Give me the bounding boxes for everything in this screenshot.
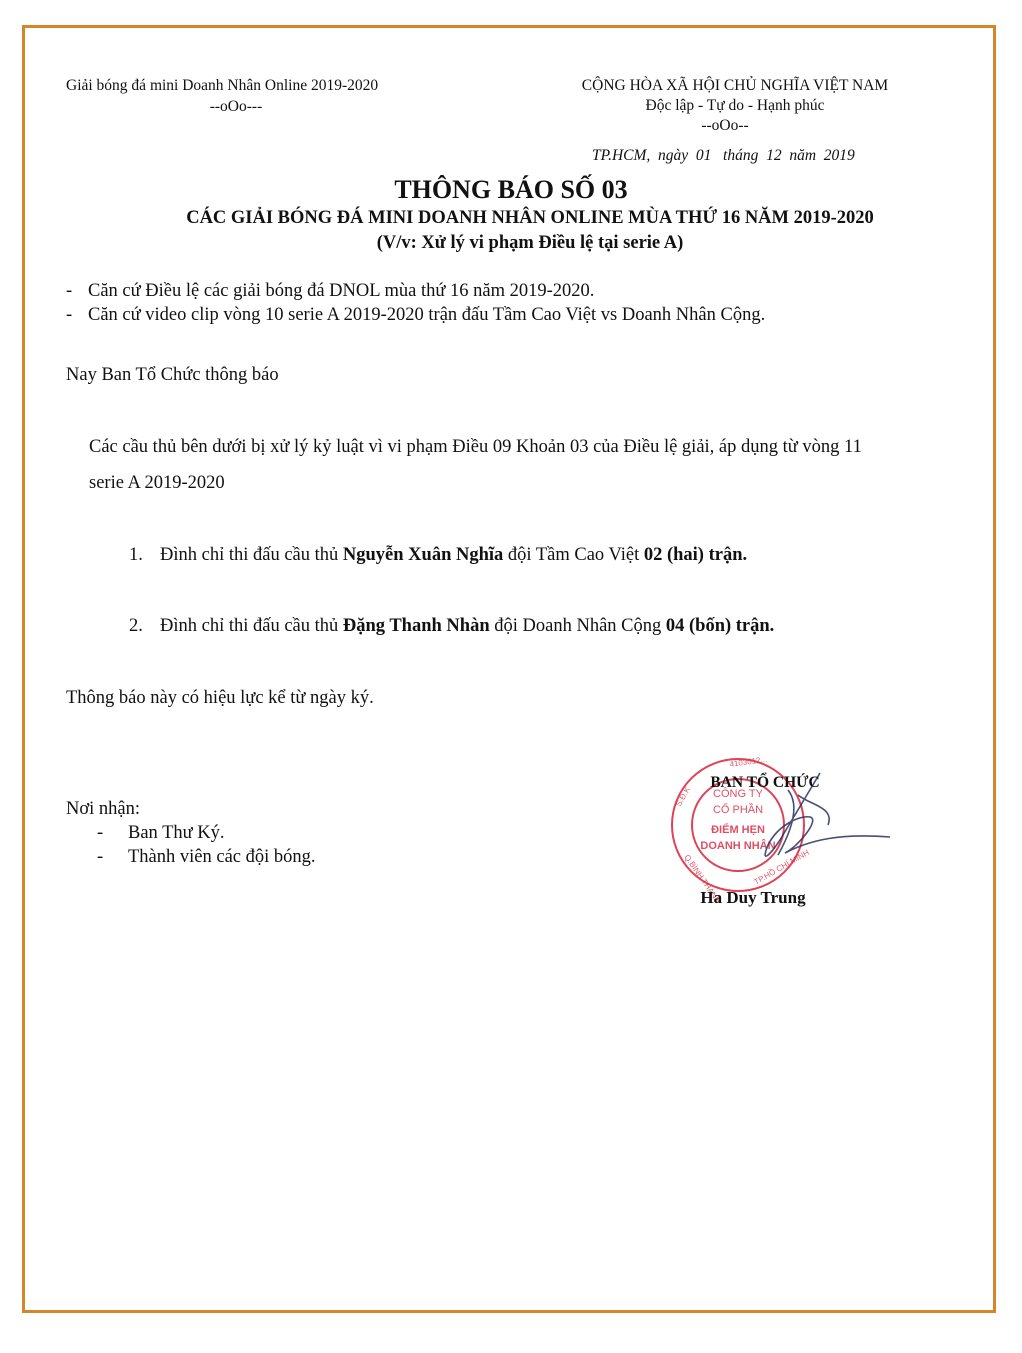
header-right-ornament: --oOo--: [701, 117, 749, 134]
basis-text: Căn cứ Điều lệ các giải bóng đá DNOL mùa thứ 16 năm 2019-2020.: [88, 281, 595, 301]
player-name: Nguyễn Xuân Nghĩa: [342, 545, 504, 565]
document-title: THÔNG BÁO SỐ 03: [394, 175, 628, 204]
decision-number: 1.: [129, 545, 143, 565]
header-motto: Độc lập - Tự do - Hạnh phúc: [645, 97, 825, 114]
signer-name: Ha Duy Trung: [700, 888, 806, 907]
recipient-item: [97, 823, 225, 844]
header-left-ornament: --oOo---: [209, 98, 263, 115]
header-country: CỘNG HÒA XÃ HỘI CHỦ NGHĨA VIỆT NAM: [581, 77, 889, 94]
recipients-label: Nơi nhận:: [66, 799, 141, 819]
stamp-ring-text: S.Đ.K: [673, 785, 693, 808]
bullet-dash: -: [97, 823, 104, 843]
suspension-matches: 02 (hai) trận.: [643, 545, 748, 565]
decision-pre: Đình chỉ thi đấu cầu thủ: [160, 545, 343, 565]
paragraph-line-1: Các cầu thủ bên dưới bị xử lý kỷ luật vì vi phạm Điều 09 Khoản 03 của Điều lệ giải, áp dụng từ vòng 11: [89, 437, 862, 457]
stamp-ring-text: TP.HỒ CHÍ MINH: [752, 847, 811, 887]
header-left-org: Giải bóng đá mini Doanh Nhân Online 2019-2020: [66, 77, 379, 94]
basis-item: [66, 305, 765, 326]
suspension-matches: 04 (bốn) trận.: [665, 616, 775, 636]
decision-item: [129, 616, 774, 637]
recipient-text: Ban Thư Ký.: [128, 823, 225, 843]
paragraph-line-2: serie A 2019-2020: [89, 473, 225, 493]
decision-item: [129, 545, 747, 566]
decision-number: 2.: [129, 616, 143, 636]
stamp-text: CỔ PHẦN: [712, 804, 764, 816]
recipient-text: Thành viên các đội bóng.: [128, 847, 316, 867]
bullet-dash: -: [97, 847, 104, 867]
basis-text: Căn cứ video clip vòng 10 serie A 2019-2020 trận đấu Tầm Cao Việt vs Doanh Nhân Cộng.: [88, 305, 766, 325]
effective-statement: Thông báo này có hiệu lực kể từ ngày ký.: [66, 688, 374, 708]
document-subtitle: CÁC GIẢI BÓNG ĐÁ MINI DOANH NHÂN ONLINE MÙA THỨ 16 NĂM 2019-2020: [186, 208, 874, 228]
date-line: TP.HCM, ngày 01 tháng 12 năm 2019: [592, 147, 855, 164]
stamp-ring-text: Q.BÌNH THẠNH: [682, 852, 723, 906]
signature-org: BAN TỔ CHỨC: [710, 774, 820, 791]
official-stamp: [660, 745, 900, 925]
stamp-text: ĐIỂM HẸN: [711, 824, 765, 836]
stamp-text: DOANH NHÂN: [700, 840, 776, 852]
stamp-ring-text: 4103012...: [729, 754, 768, 769]
player-name: Đặng Thanh Nhàn: [342, 616, 490, 636]
decision-team: đội Doanh Nhân Cộng: [489, 616, 666, 636]
decision-team: đội Tầm Cao Việt: [503, 545, 644, 565]
recipient-item: [97, 847, 316, 868]
decision-pre: Đình chỉ thi đấu cầu thủ: [160, 616, 343, 636]
document-subject: (V/v: Xử lý vi phạm Điều lệ tại serie A): [376, 233, 684, 253]
bullet-dash: -: [66, 281, 73, 301]
intro-text: Nay Ban Tổ Chức thông báo: [66, 365, 279, 385]
stamp-text: CÔNG TY: [713, 788, 763, 800]
bullet-dash: -: [66, 305, 73, 325]
basis-item: [66, 281, 594, 302]
